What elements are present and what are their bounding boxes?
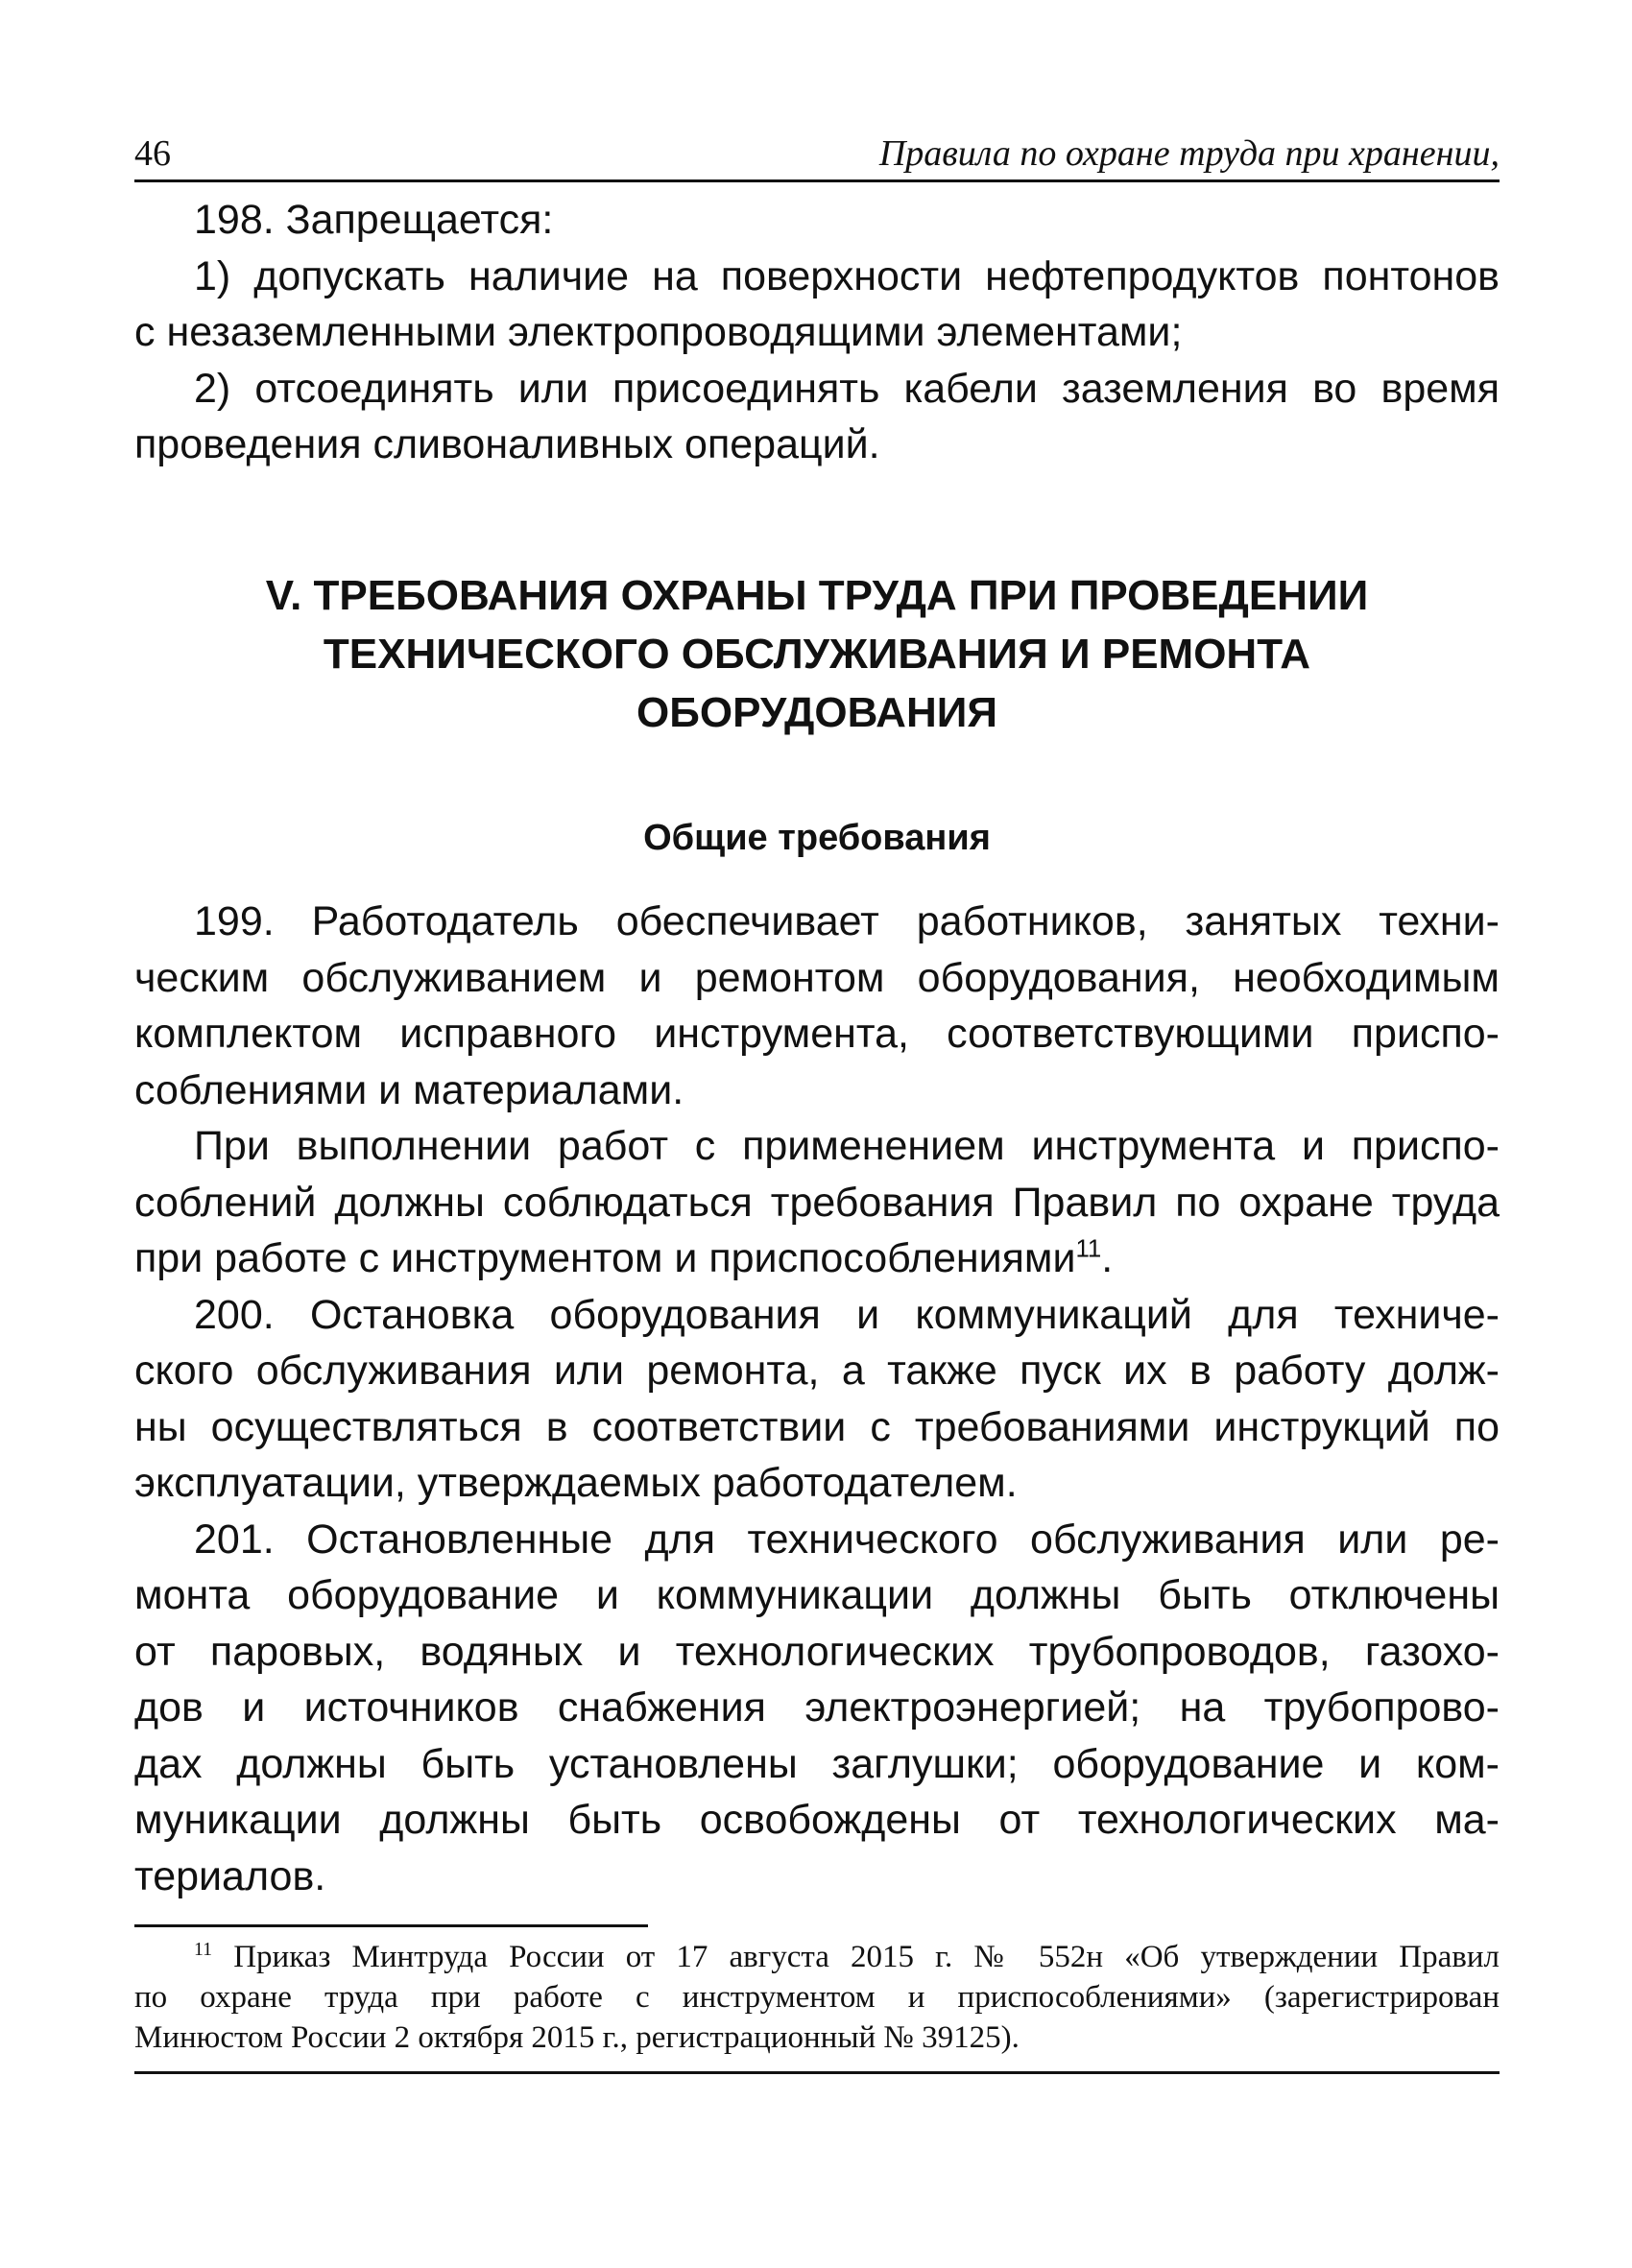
running-title: Правила по охране труда при хранении, bbox=[878, 133, 1500, 174]
bottom-rule bbox=[134, 2071, 1500, 2074]
footnote-line: Минюстом России 2 октября 2015 г., регистрационный № 39125). bbox=[134, 2020, 1020, 2055]
paragraph-line: соблениями и материалами. bbox=[134, 1066, 684, 1113]
paragraph-line: дах должны быть установлены заглушки; оборудование и ком- bbox=[134, 1740, 1500, 1787]
section-198 bbox=[134, 192, 1500, 473]
footnote-text: Приказ Минтруда России от 17 августа 2015 г. № 552н «Об утверждении Правил bbox=[233, 1940, 1500, 1974]
footnote bbox=[134, 1937, 1500, 2058]
heading-line: ТЕХНИЧЕСКОГО ОБСЛУЖИВАНИЯ И РЕМОНТА bbox=[323, 631, 1311, 678]
paragraph-line: териалов. bbox=[134, 1852, 326, 1899]
page-header bbox=[134, 132, 1500, 179]
paragraph-line: 198. Запрещается: bbox=[194, 197, 554, 243]
paragraph-line: 200. Остановка оборудования и коммуникаций для техниче- bbox=[194, 1291, 1500, 1338]
line-end: . bbox=[1101, 1235, 1114, 1281]
footnote-marker: 11 bbox=[194, 1939, 213, 1960]
chapter-heading bbox=[134, 566, 1500, 742]
heading-line: ОБОРУДОВАНИЯ bbox=[636, 689, 997, 736]
paragraph-line: дов и источников снабжения электроэнергией; на трубопрово- bbox=[134, 1684, 1500, 1731]
paragraph-line: ческим обслуживанием и ремонтом оборудования, необходимым bbox=[134, 954, 1500, 1001]
footnote-line bbox=[134, 1937, 1500, 1977]
paragraph-line: эксплуатации, утверждаемых работодателем. bbox=[134, 1460, 1018, 1506]
paragraph-line: 201. Остановленные для технического обслуживания или ре- bbox=[194, 1516, 1500, 1563]
paragraph-line: При выполнении работ с применением инструмента и приспо- bbox=[194, 1123, 1500, 1169]
paragraph-line: 2) отсоединять или присоединять кабели заземления во время bbox=[194, 365, 1500, 412]
paragraph-line: от паровых, водяных и технологических трубопроводов, газохо- bbox=[134, 1628, 1500, 1675]
paragraph-line: соблений должны соблюдаться требования Правил по охране труда bbox=[134, 1179, 1500, 1226]
paragraph-line: муникации должны быть освобождены от технологических ма- bbox=[134, 1797, 1500, 1843]
heading-line: V. ТРЕБОВАНИЯ ОХРАНЫ ТРУДА ПРИ ПРОВЕДЕНИИ bbox=[265, 572, 1369, 619]
paragraph-line: монта оборудование и коммуникации должны быть отключены bbox=[134, 1572, 1500, 1618]
body-text bbox=[134, 894, 1500, 1904]
paragraph-line bbox=[134, 1230, 1500, 1287]
paragraph-line: ского обслуживания или ремонта, а также пуск их в работу долж- bbox=[134, 1348, 1500, 1394]
paragraph-line: 1) допускать наличие на поверхности нефтепродуктов понтонов bbox=[194, 252, 1500, 299]
paragraph-line: проведения сливоналивных операций. bbox=[134, 421, 880, 467]
footnote-reference[interactable]: 11 bbox=[1075, 1235, 1102, 1263]
paragraph-line: комплектом исправного инструмента, соответствующими приспо- bbox=[134, 1011, 1500, 1057]
header-rule bbox=[134, 179, 1500, 182]
line-text: при работе с инструментом и приспособлениями bbox=[134, 1235, 1076, 1281]
footnote-separator bbox=[134, 1924, 648, 1927]
subheading: Общие требования bbox=[643, 818, 991, 858]
paragraph-line: с незаземленными электропроводящими элементами; bbox=[134, 309, 1183, 355]
page-number: 46 bbox=[134, 133, 171, 174]
paragraph-line: 199. Работодатель обеспечивает работников, занятых техни- bbox=[194, 898, 1500, 944]
footnote-line: по охране труда при работе с инструментом и приспособлениями» (зарегистрирован bbox=[134, 1980, 1500, 2015]
paragraph-line: ны осуществляться в соответствии с требованиями инструкций по bbox=[134, 1403, 1500, 1450]
